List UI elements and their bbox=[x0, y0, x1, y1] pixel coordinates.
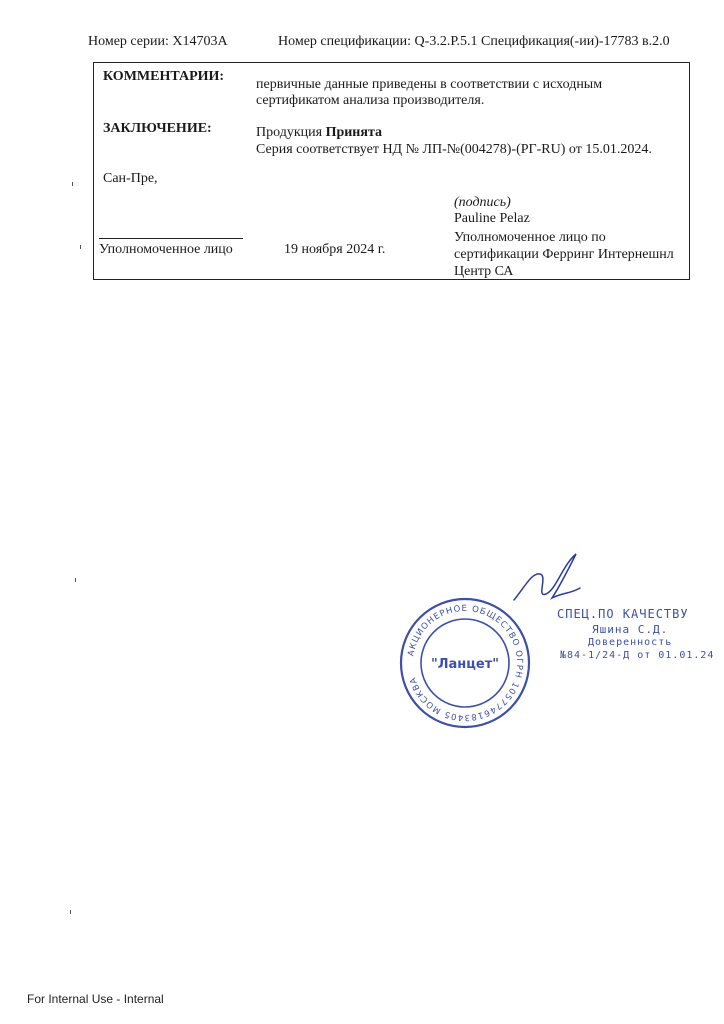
signature-note: (подпись) bbox=[454, 195, 511, 210]
comments-line-2: сертификатом анализа производителя. bbox=[256, 93, 485, 108]
signer-name: Pauline Pelaz bbox=[454, 211, 530, 226]
scan-mark bbox=[80, 245, 81, 249]
conclusion-line-1 bbox=[256, 124, 382, 141]
seal-ring-text: АКЦИОНЕРНОЕ ОБЩЕСТВО ОГРН 1057746183405 МОСКВА bbox=[406, 603, 525, 723]
internal-use-footer: For Internal Use - Internal bbox=[27, 992, 164, 1006]
signer-role-2: сертификации Ферринг Интернешнл bbox=[454, 247, 674, 262]
comments-line-1: первичные данные приведены в соответствии с исходным bbox=[256, 77, 603, 92]
conclusion-prefix: Продукция bbox=[256, 125, 326, 140]
specification-number: Номер спецификации: Q-3.2.P.5.1 Спецификация(-ии)-17783 в.2.0 bbox=[278, 34, 670, 49]
stamp-line-2: Яшина С.Д. bbox=[592, 623, 669, 636]
conclusion-status: Принята bbox=[325, 125, 382, 140]
seal-center-text: "Ланцет" bbox=[430, 657, 500, 672]
conclusion-line-2: Серия соответствует НД № ЛП-№(004278)-(РГ-RU) от 15.01.2024. bbox=[256, 142, 652, 157]
place: Сан-Пре, bbox=[103, 171, 158, 186]
stamp-line-4: №84-1/24-Д от 01.01.24 bbox=[560, 650, 715, 661]
stamp-line-1: СПЕЦ.ПО КАЧЕСТВУ bbox=[557, 607, 689, 621]
series-number: Номер серии: X14703A bbox=[88, 34, 228, 49]
authorized-person-label: Уполномоченное лицо bbox=[99, 242, 233, 257]
scan-mark bbox=[70, 910, 71, 914]
scan-mark bbox=[75, 578, 76, 582]
scan-mark bbox=[72, 182, 73, 186]
signature-line bbox=[99, 238, 243, 239]
stamp-line-3: Доверенность bbox=[588, 637, 673, 648]
signature-date: 19 ноября 2024 г. bbox=[284, 242, 386, 257]
handwritten-signature bbox=[510, 548, 585, 610]
signer-role-1: Уполномоченное лицо по bbox=[454, 230, 606, 245]
certificate-table bbox=[93, 62, 690, 280]
company-seal bbox=[397, 595, 533, 731]
signer-role-3: Центр СА bbox=[454, 264, 514, 279]
conclusion-label: ЗАКЛЮЧЕНИЕ: bbox=[103, 121, 212, 136]
comments-label: КОММЕНТАРИИ: bbox=[103, 69, 225, 84]
